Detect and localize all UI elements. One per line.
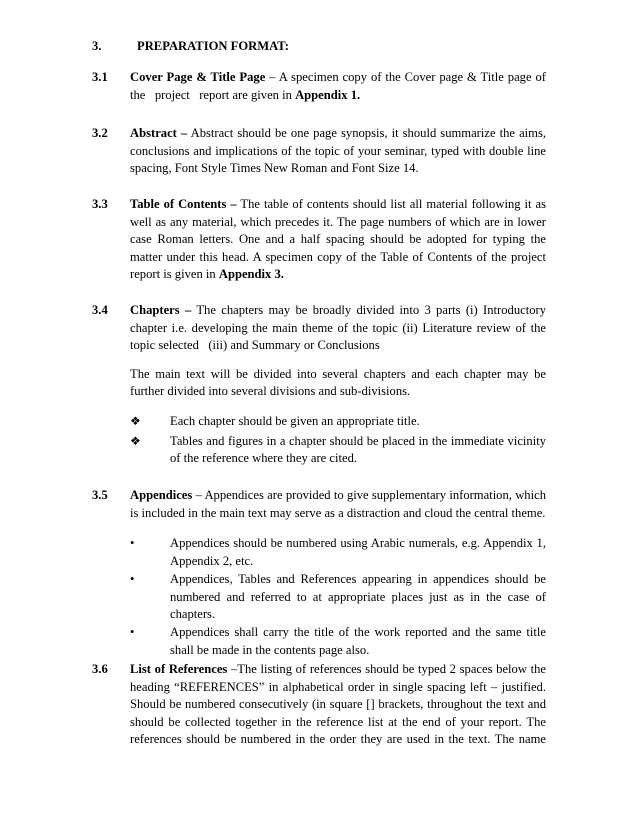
item-line: should be collected together in the reference list at the end of your report. The xyxy=(130,714,546,729)
item-body xyxy=(130,196,546,284)
item-text: The chapters may be broadly divided into 3 parts (i) Introductory xyxy=(191,303,546,317)
bullet-item xyxy=(130,624,546,660)
item-line: Tables and figures in a chapter should be placed in the immediate vicinity xyxy=(170,433,546,448)
item-line xyxy=(130,69,546,87)
item-text: – A specimen copy of the Cover page & Title page of xyxy=(265,70,546,84)
section-number: 3. xyxy=(92,39,102,53)
item-number: 3.2 xyxy=(92,126,108,140)
item-body xyxy=(130,69,546,104)
item-heading: Chapters – xyxy=(130,303,192,317)
item-body xyxy=(130,302,546,469)
bullet-text xyxy=(170,535,546,570)
dot-bullet-icon: • xyxy=(130,536,135,550)
item-body xyxy=(130,661,546,749)
item-text: report is given in xyxy=(130,267,219,281)
item-text: –The listing of references should be typed 2 spaces below the xyxy=(227,662,546,676)
bullet-item xyxy=(130,413,546,433)
item-line: of the reference where they are cited. xyxy=(170,451,358,465)
item-body xyxy=(130,487,546,660)
item-number: 3.1 xyxy=(92,70,108,84)
item-line: well as any material, which precedes it. The page numbers of which are in lower xyxy=(130,214,546,229)
item-line xyxy=(130,196,546,214)
item-line xyxy=(130,266,546,284)
dot-bullet-icon: • xyxy=(130,625,135,639)
item-text: – Appendices are provided to give supplementary information, which xyxy=(192,488,546,502)
item-line: heading “REFERENCES” in alphabetical order in single spacing left – justified. xyxy=(130,679,546,694)
item-text: The table of contents should list all material following it as xyxy=(236,197,546,211)
item-line xyxy=(130,487,546,505)
appendix-ref: Appendix 1. xyxy=(295,87,361,102)
item-line: numbered and referred to at appropriate places just as in the case of xyxy=(170,589,546,604)
bullet-item xyxy=(130,571,546,624)
item-line: Should be numbered consecutively (in square [] brackets, throughout the text and xyxy=(130,697,546,711)
item-line: Appendices should be numbered using Arabic numerals, e.g. Appendix 1, xyxy=(170,536,546,550)
item-number: 3.6 xyxy=(92,662,108,676)
item-line: chapter i.e. developing the main theme of the topic (ii) Literature review of the xyxy=(130,320,546,335)
item-number: 3.4 xyxy=(92,303,108,317)
item-heading: Abstract – xyxy=(130,126,188,140)
item-line: spacing, Font Style Times New Roman and Font Size 14. xyxy=(130,161,419,175)
item-text: the project report are given in xyxy=(130,87,296,102)
bullet-item xyxy=(130,433,546,469)
bullet-text xyxy=(170,433,546,468)
bullet-text xyxy=(170,571,546,624)
item-line: topic selected (iii) and Summary or Conclusions xyxy=(130,338,380,352)
item-text: Abstract should be one page synopsis, it should summarize the aims, xyxy=(187,126,547,140)
item-heading: Cover Page & Title Page xyxy=(130,70,266,84)
item-line: matter under this head. A specimen copy of the Table of Contents of the project xyxy=(130,249,546,264)
bullet-text xyxy=(170,624,546,659)
item-heading: List of References xyxy=(130,662,228,676)
item-line: shall be made in the contents page also. xyxy=(170,642,370,657)
diamond-bullet-icon: ❖ xyxy=(130,433,141,448)
dot-bullet-icon: • xyxy=(130,572,135,586)
bullet-item xyxy=(130,535,546,571)
bullet-text xyxy=(170,413,546,431)
item-line: Appendix 2, etc. xyxy=(170,553,254,568)
item-body xyxy=(130,125,546,178)
appendix-ref: Appendix 3. xyxy=(218,267,284,281)
item-line: The main text will be divided into several chapters and each chapter may be xyxy=(130,366,546,381)
item-line: is included in the main text may serve as a distraction and cloud the central theme. xyxy=(130,505,546,520)
item-line: conclusions and implications of the topic of your seminar, typed with double line xyxy=(130,143,546,158)
item-line xyxy=(130,125,546,143)
item-line: Appendices shall carry the title of the work reported and the same title xyxy=(170,625,546,639)
item-heading: Table of Contents – xyxy=(130,197,237,211)
item-number: 3.3 xyxy=(92,197,108,211)
item-line: references should be numbered in the order they are used in the text. The name xyxy=(130,732,546,746)
item-number: 3.5 xyxy=(92,488,108,502)
item-heading: Appendices xyxy=(130,488,193,502)
item-line xyxy=(130,661,546,679)
item-line: Appendices, Tables and References appearing in appendices should be xyxy=(170,572,546,586)
item-line xyxy=(130,302,546,320)
item-line xyxy=(130,87,546,105)
item-line: chapters. xyxy=(170,607,216,621)
item-line: case Roman letters. One and a half spacing should be adopted for typing the xyxy=(130,232,546,246)
section-title: PREPARATION FORMAT: xyxy=(137,39,289,53)
diamond-bullet-icon: ❖ xyxy=(130,413,141,428)
item-line: Each chapter should be given an appropriate title. xyxy=(170,413,420,428)
item-line: further divided into several divisions and sub-divisions. xyxy=(130,384,411,398)
